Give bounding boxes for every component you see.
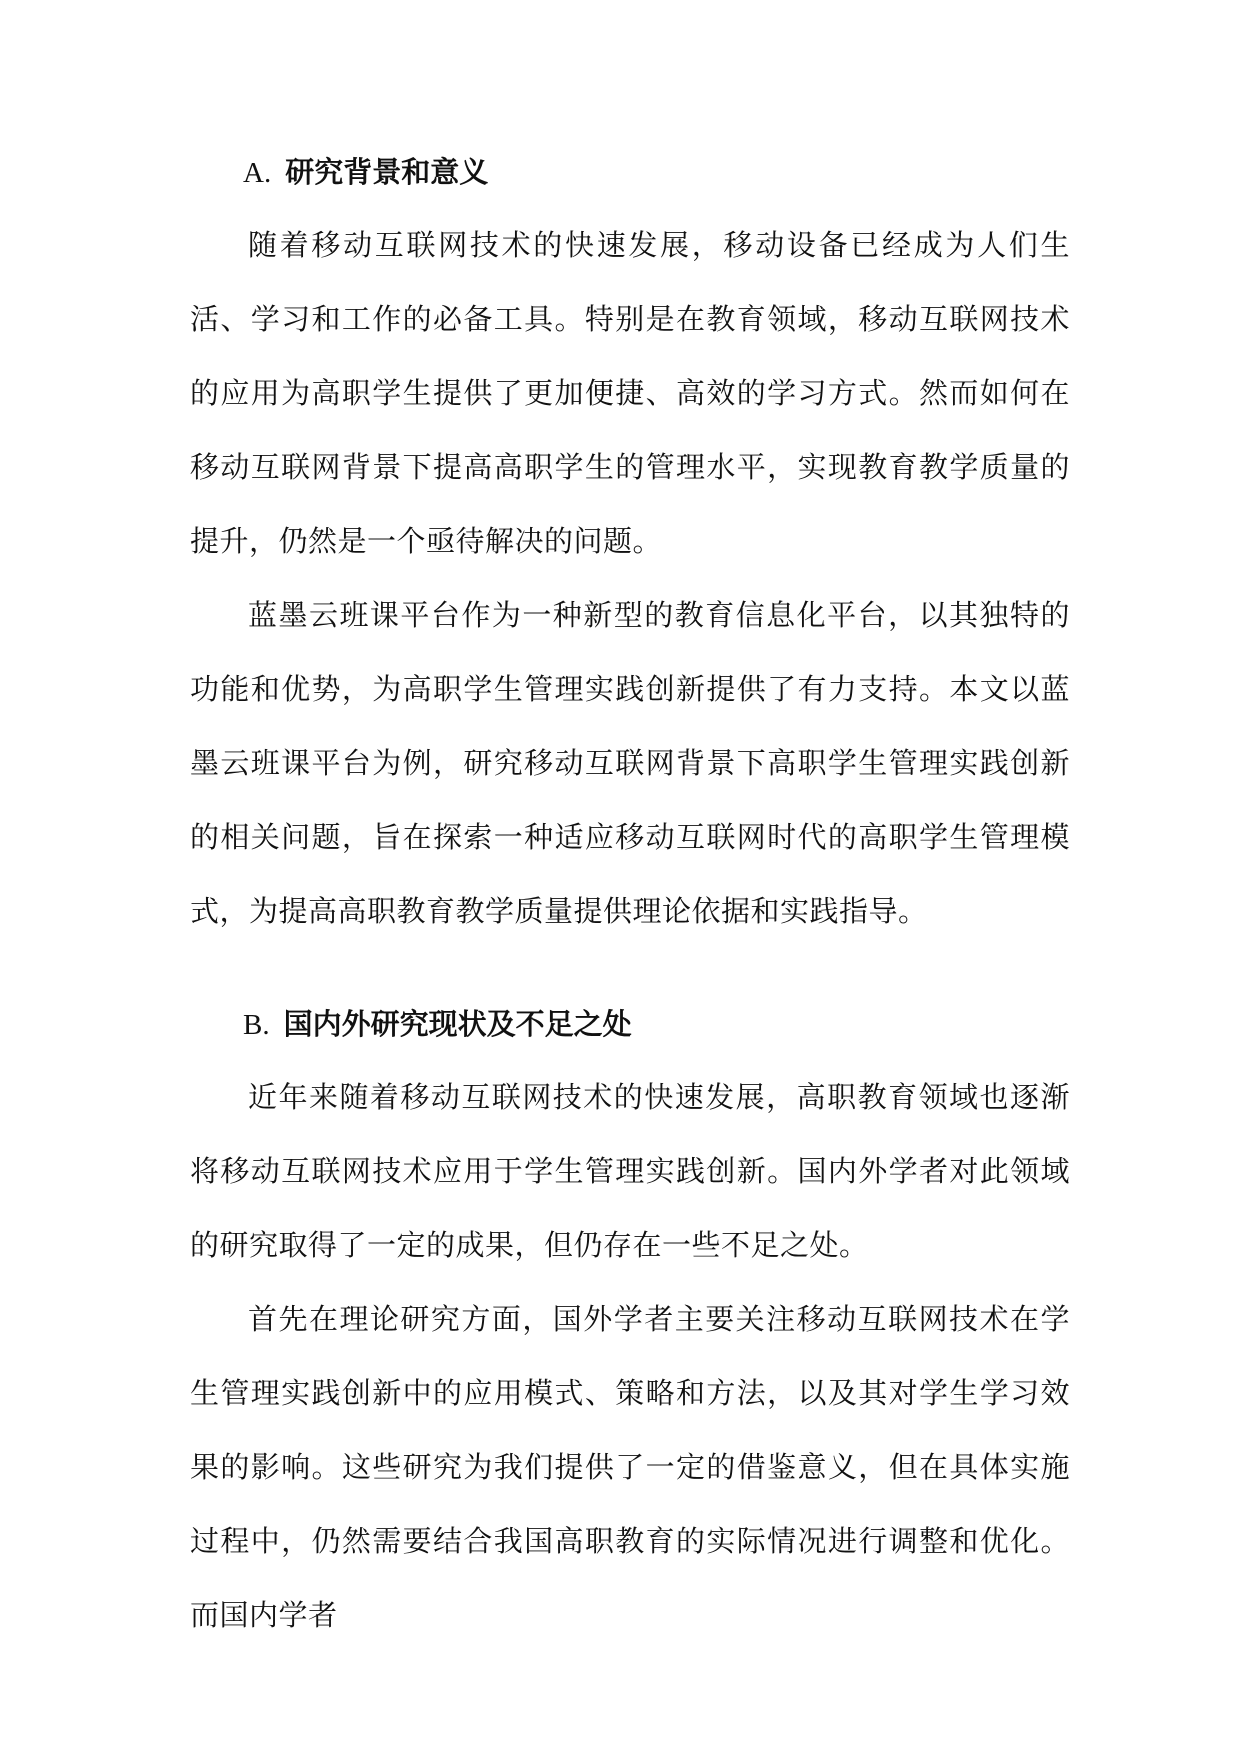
section-heading-b xyxy=(243,1004,632,1045)
section-marker: A. xyxy=(243,157,272,189)
paragraph: 首先在理论研究方面，国外学者主要关注移动互联网技术在学生管理实践创新中的应用模式、策略和方法，以及其对学生学习效果的影响。这些研究为我们提供了一定的借鉴意义，但在具体实施过程中，仍然需要结合我国高职教育的实际情况进行调整和优化。而国内学者 xyxy=(190,1302,1070,1632)
section-title: 研究背景和意义 xyxy=(285,155,489,189)
section-heading-a xyxy=(243,152,488,193)
section-title: 国内外研究现状及不足之处 xyxy=(283,1007,632,1041)
paragraph: 随着移动互联网技术的快速发展，移动设备已经成为人们生活、学习和工作的必备工具。特别是在教育领域，移动互联网技术的应用为高职学生提供了更加便捷、高效的学习方式。然而如何在移动互联网背景下提高高职学生的管理水平，实现教育教学质量的提升，仍然是一个亟待解决的问题。 xyxy=(190,228,1070,558)
paragraph: 近年来随着移动互联网技术的快速发展，高职教育领域也逐渐将移动互联网技术应用于学生管理实践创新。国内外学者对此领域的研究取得了一定的成果，但仍存在一些不足之处。 xyxy=(190,1080,1070,1262)
section-marker: B. xyxy=(243,1009,270,1041)
paragraph: 蓝墨云班课平台作为一种新型的教育信息化平台，以其独特的功能和优势，为高职学生管理实践创新提供了有力支持。本文以蓝墨云班课平台为例，研究移动互联网背景下高职学生管理实践创新的相关问题，旨在探索一种适应移动互联网时代的高职学生管理模式，为提高高职教育教学质量提供理论依据和实践指导。 xyxy=(190,598,1070,928)
